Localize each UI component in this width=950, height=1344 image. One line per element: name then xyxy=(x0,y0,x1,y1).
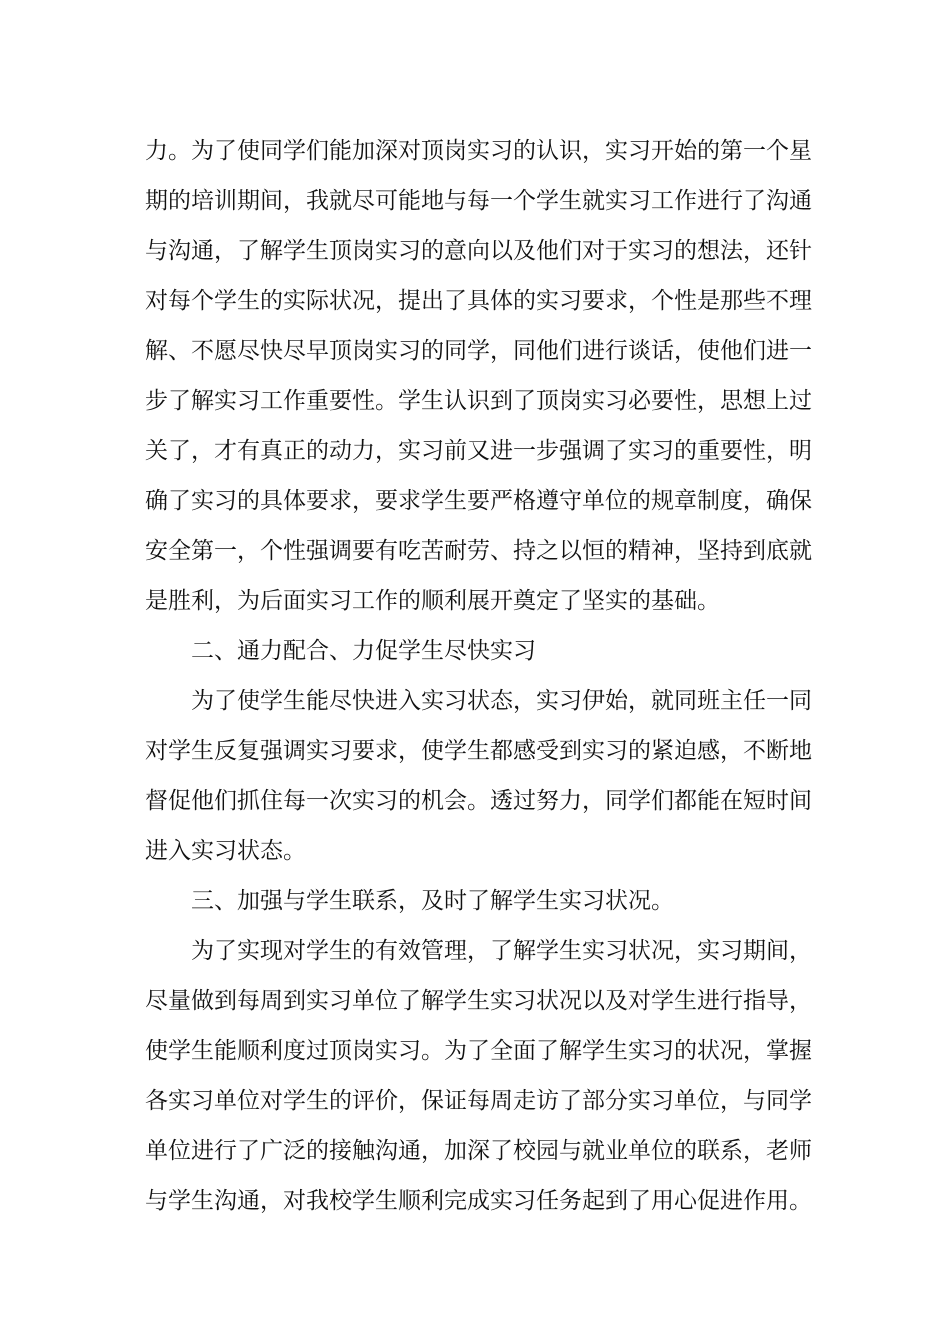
text-line: 使学生能顺利度过顶岗实习。为了全面了解学生实习的状况，掌握 xyxy=(145,1038,812,1064)
text-line: 确了实习的具体要求，要求学生要严格遵守单位的规章制度，确保 xyxy=(145,488,812,514)
text-line: 期的培训期间，我就尽可能地与每一个学生就实习工作进行了沟通 xyxy=(145,188,812,214)
text-line: 步了解实习工作重要性。学生认识到了顶岗实习必要性，思想上过 xyxy=(145,388,812,414)
text-line: 尽量做到每周到实习单位了解学生实习状况以及对学生进行指导， xyxy=(145,988,812,1014)
text-line: 督促他们抓住每一次实习的机会。透过努力，同学们都能在短时间 xyxy=(145,788,812,814)
document-body xyxy=(145,126,810,1226)
paragraph-first-line: 为了使学生能尽快进入实习状态，实习伊始，就同班主任一同 xyxy=(191,688,812,714)
text-line: 安全第一，个性强调要有吃苦耐劳、持之以恒的精神，坚持到底就 xyxy=(145,538,812,564)
text-line: 与学生沟通，对我校学生顺利完成实习任务起到了用心促进作用。 xyxy=(145,1188,812,1214)
text-line: 单位进行了广泛的接触沟通，加深了校园与就业单位的联系，老师 xyxy=(145,1138,812,1164)
text-line: 各实习单位对学生的评价，保证每周走访了部分实习单位，与同学 xyxy=(145,1088,812,1114)
text-line: 解、不愿尽快尽早顶岗实习的同学，同他们进行谈话，使他们进一 xyxy=(145,338,812,364)
text-line: 与沟通，了解学生顶岗实习的意向以及他们对于实习的想法，还针 xyxy=(145,238,812,264)
text-line: 进入实习状态。 xyxy=(145,838,306,864)
text-line: 对每个学生的实际状况，提出了具体的实习要求，个性是那些不理 xyxy=(145,288,812,314)
section-heading: 三、加强与学生联系，及时了解学生实习状况。 xyxy=(191,888,674,914)
paragraph-first-line: 为了实现对学生的有效管理，了解学生实习状况，实习期间， xyxy=(191,938,812,964)
text-line: 力。为了使同学们能加深对顶岗实习的认识，实习开始的第一个星 xyxy=(145,138,812,164)
text-line: 对学生反复强调实习要求，使学生都感受到实习的紧迫感，不断地 xyxy=(145,738,812,764)
section-heading: 二、通力配合、力促学生尽快实习 xyxy=(191,638,536,664)
text-line: 关了，才有真正的动力，实习前又进一步强调了实习的重要性，明 xyxy=(145,438,812,464)
text-line: 是胜利，为后面实习工作的顺利展开奠定了坚实的基础。 xyxy=(145,588,720,614)
